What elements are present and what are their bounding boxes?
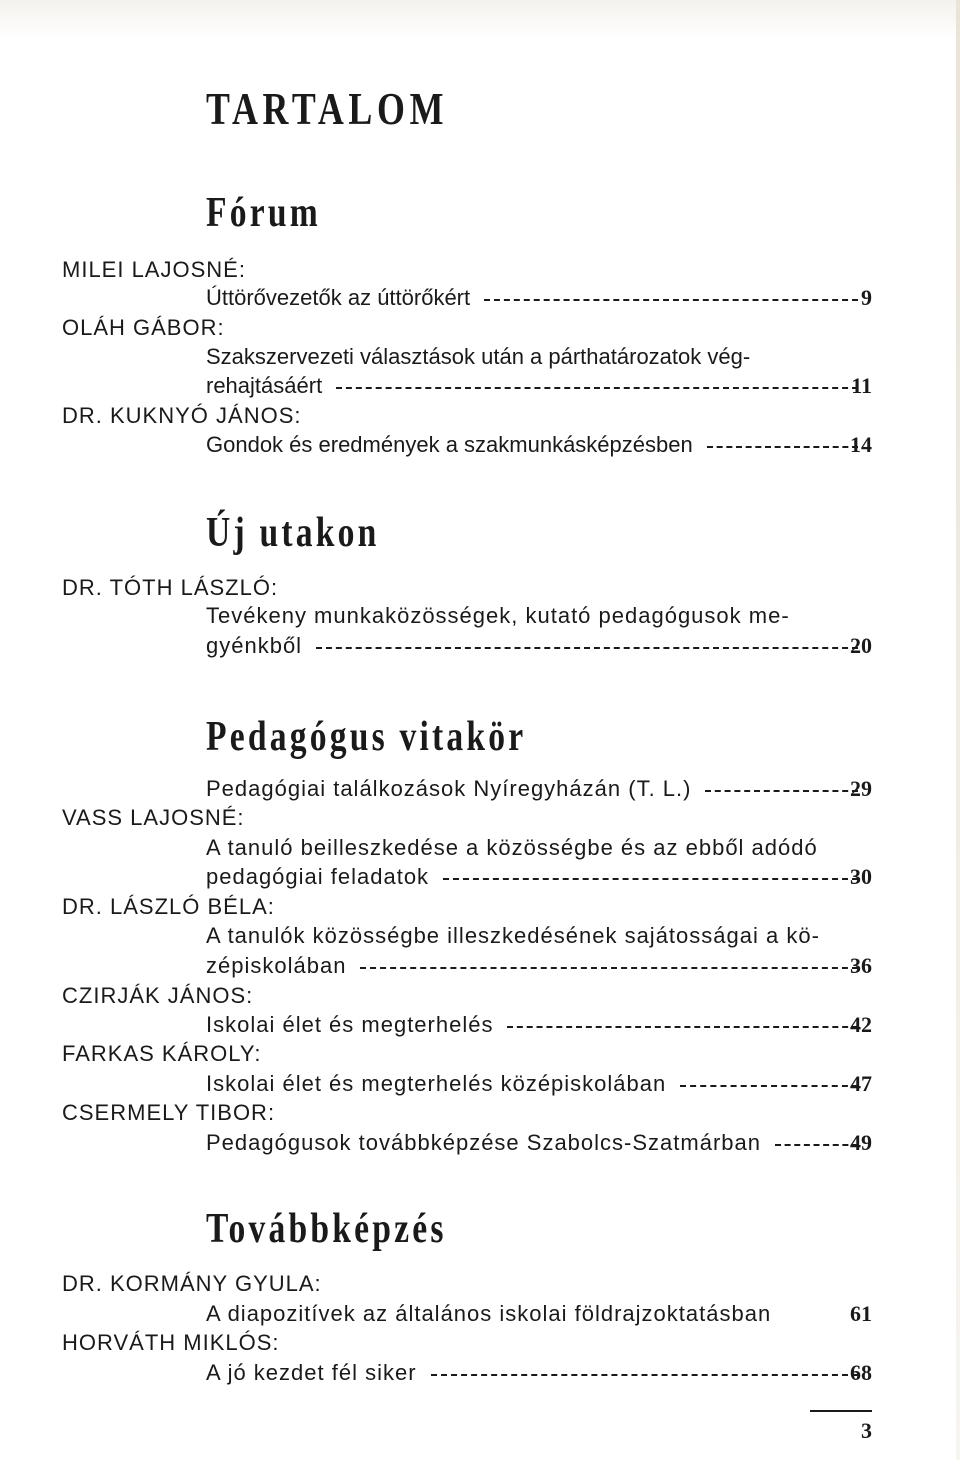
- entry-author: MILEI LAJOSNÉ:: [62, 257, 246, 282]
- entry-author: FARKAS KÁROLY:: [62, 1041, 262, 1066]
- entry-title: A jó kezdet fél siker: [206, 1360, 417, 1385]
- entry-author: DR. KORMÁNY GYULA:: [62, 1271, 322, 1296]
- entry-title: Pedagógusok továbbképzése Szabolcs-Szatmárban: [206, 1130, 761, 1155]
- entry-title-line: [206, 778, 872, 800]
- page-folio-number: 3: [861, 1418, 872, 1443]
- entry-page-number: 30: [850, 864, 872, 889]
- entry-title-line: [206, 1362, 872, 1384]
- entry-title: pedagógiai feladatok: [206, 864, 430, 889]
- dash-leader: [484, 299, 858, 301]
- page-top-edge: [0, 0, 960, 40]
- entry-author: CZIRJÁK JÁNOS:: [62, 983, 254, 1008]
- entry-title-line: [206, 1132, 872, 1154]
- page-right-edge: [956, 0, 960, 1460]
- entry-title-line: [206, 925, 872, 947]
- entry-page-number: 9: [861, 285, 872, 310]
- dash-leader: [443, 878, 858, 880]
- entry-page-number: 42: [850, 1012, 872, 1037]
- dash-leader: [431, 1374, 858, 1376]
- entry-title-line: [206, 605, 872, 627]
- entry-title-line: [206, 287, 872, 309]
- dash-leader: [707, 446, 858, 448]
- entry-title: Gondok és eredmények a szakmunkásképzésben: [206, 432, 693, 457]
- entry-author: DR. LÁSZLÓ BÉLA:: [62, 894, 275, 919]
- entry-title: rehajtásáért: [206, 373, 323, 398]
- dash-leader: [336, 387, 858, 389]
- entry-page-number: 14: [850, 432, 872, 457]
- entry-title-line: [206, 837, 872, 859]
- section-heading-pedagogus-vitakor: Pedagógus vitakör: [206, 714, 527, 760]
- entry-page-number: 20: [850, 633, 872, 658]
- dash-leader: [705, 790, 858, 792]
- entry-page-number: 47: [850, 1071, 872, 1096]
- entry-title-line: [206, 955, 872, 977]
- entry-author: HORVÁTH MIKLÓS:: [62, 1330, 280, 1355]
- entry-page-number: 36: [850, 953, 872, 978]
- footer-rule: [810, 1410, 872, 1412]
- page-title: TARTALOM: [206, 83, 449, 134]
- entry-title-line: [206, 346, 872, 368]
- entry-author: OLÁH GÁBOR:: [62, 315, 225, 340]
- entry-title: zépiskolában: [206, 953, 347, 978]
- entry-title-line: [206, 1073, 872, 1095]
- section-heading-uj-utakon: Új utakon: [206, 510, 380, 556]
- dash-leader: [360, 967, 858, 969]
- entry-author: VASS LAJOSNÉ:: [62, 805, 245, 830]
- entry-title-line: [206, 434, 872, 456]
- entry-title-line: [206, 1303, 872, 1325]
- entry-title: Pedagógiai találkozások Nyíregyházán (T. L.): [206, 776, 692, 801]
- section-heading-tovabbkepzes: Továbbképzés: [206, 1206, 447, 1252]
- entry-page-number: 11: [851, 373, 872, 398]
- entry-title: A diapozitívek az általános iskolai földrajzoktatásban: [206, 1301, 772, 1326]
- entry-page-number: 49: [850, 1130, 872, 1155]
- entry-title: A tanuló beilleszkedése a közösségbe és az ebből adódó: [206, 835, 818, 860]
- entry-title: Iskolai élet és megterhelés: [206, 1012, 494, 1037]
- entry-title: Tevékeny munkaközösségek, kutató pedagógusok me-: [206, 603, 790, 628]
- entry-title-line: [206, 1014, 872, 1036]
- entry-author: DR. KUKNYÓ JÁNOS:: [62, 403, 302, 428]
- entry-title: Szakszervezeti választások után a párthatározatok vég-: [206, 344, 751, 369]
- entry-author: CSERMELY TIBOR:: [62, 1100, 276, 1125]
- entry-title: Iskolai élet és megterhelés középiskolában: [206, 1071, 667, 1096]
- entry-author: DR. TÓTH LÁSZLÓ:: [62, 575, 279, 600]
- dash-leader: [316, 647, 858, 649]
- entry-title-line: [206, 375, 872, 397]
- dash-leader: [680, 1085, 858, 1087]
- entry-title: Úttörővezetők az úttörőkért: [206, 285, 471, 310]
- entry-page-number: 29: [850, 776, 872, 801]
- entry-title-line: [206, 635, 872, 657]
- dash-leader: [507, 1026, 858, 1028]
- entry-page-number: 68: [850, 1360, 872, 1385]
- entry-title-line: [206, 866, 872, 888]
- section-heading-forum: Fórum: [206, 190, 321, 236]
- entry-page-number: 61: [850, 1301, 872, 1326]
- entry-title: gyénkből: [206, 633, 303, 658]
- entry-title: A tanulók közösségbe illeszkedésének sajátosságai a kö-: [206, 923, 820, 948]
